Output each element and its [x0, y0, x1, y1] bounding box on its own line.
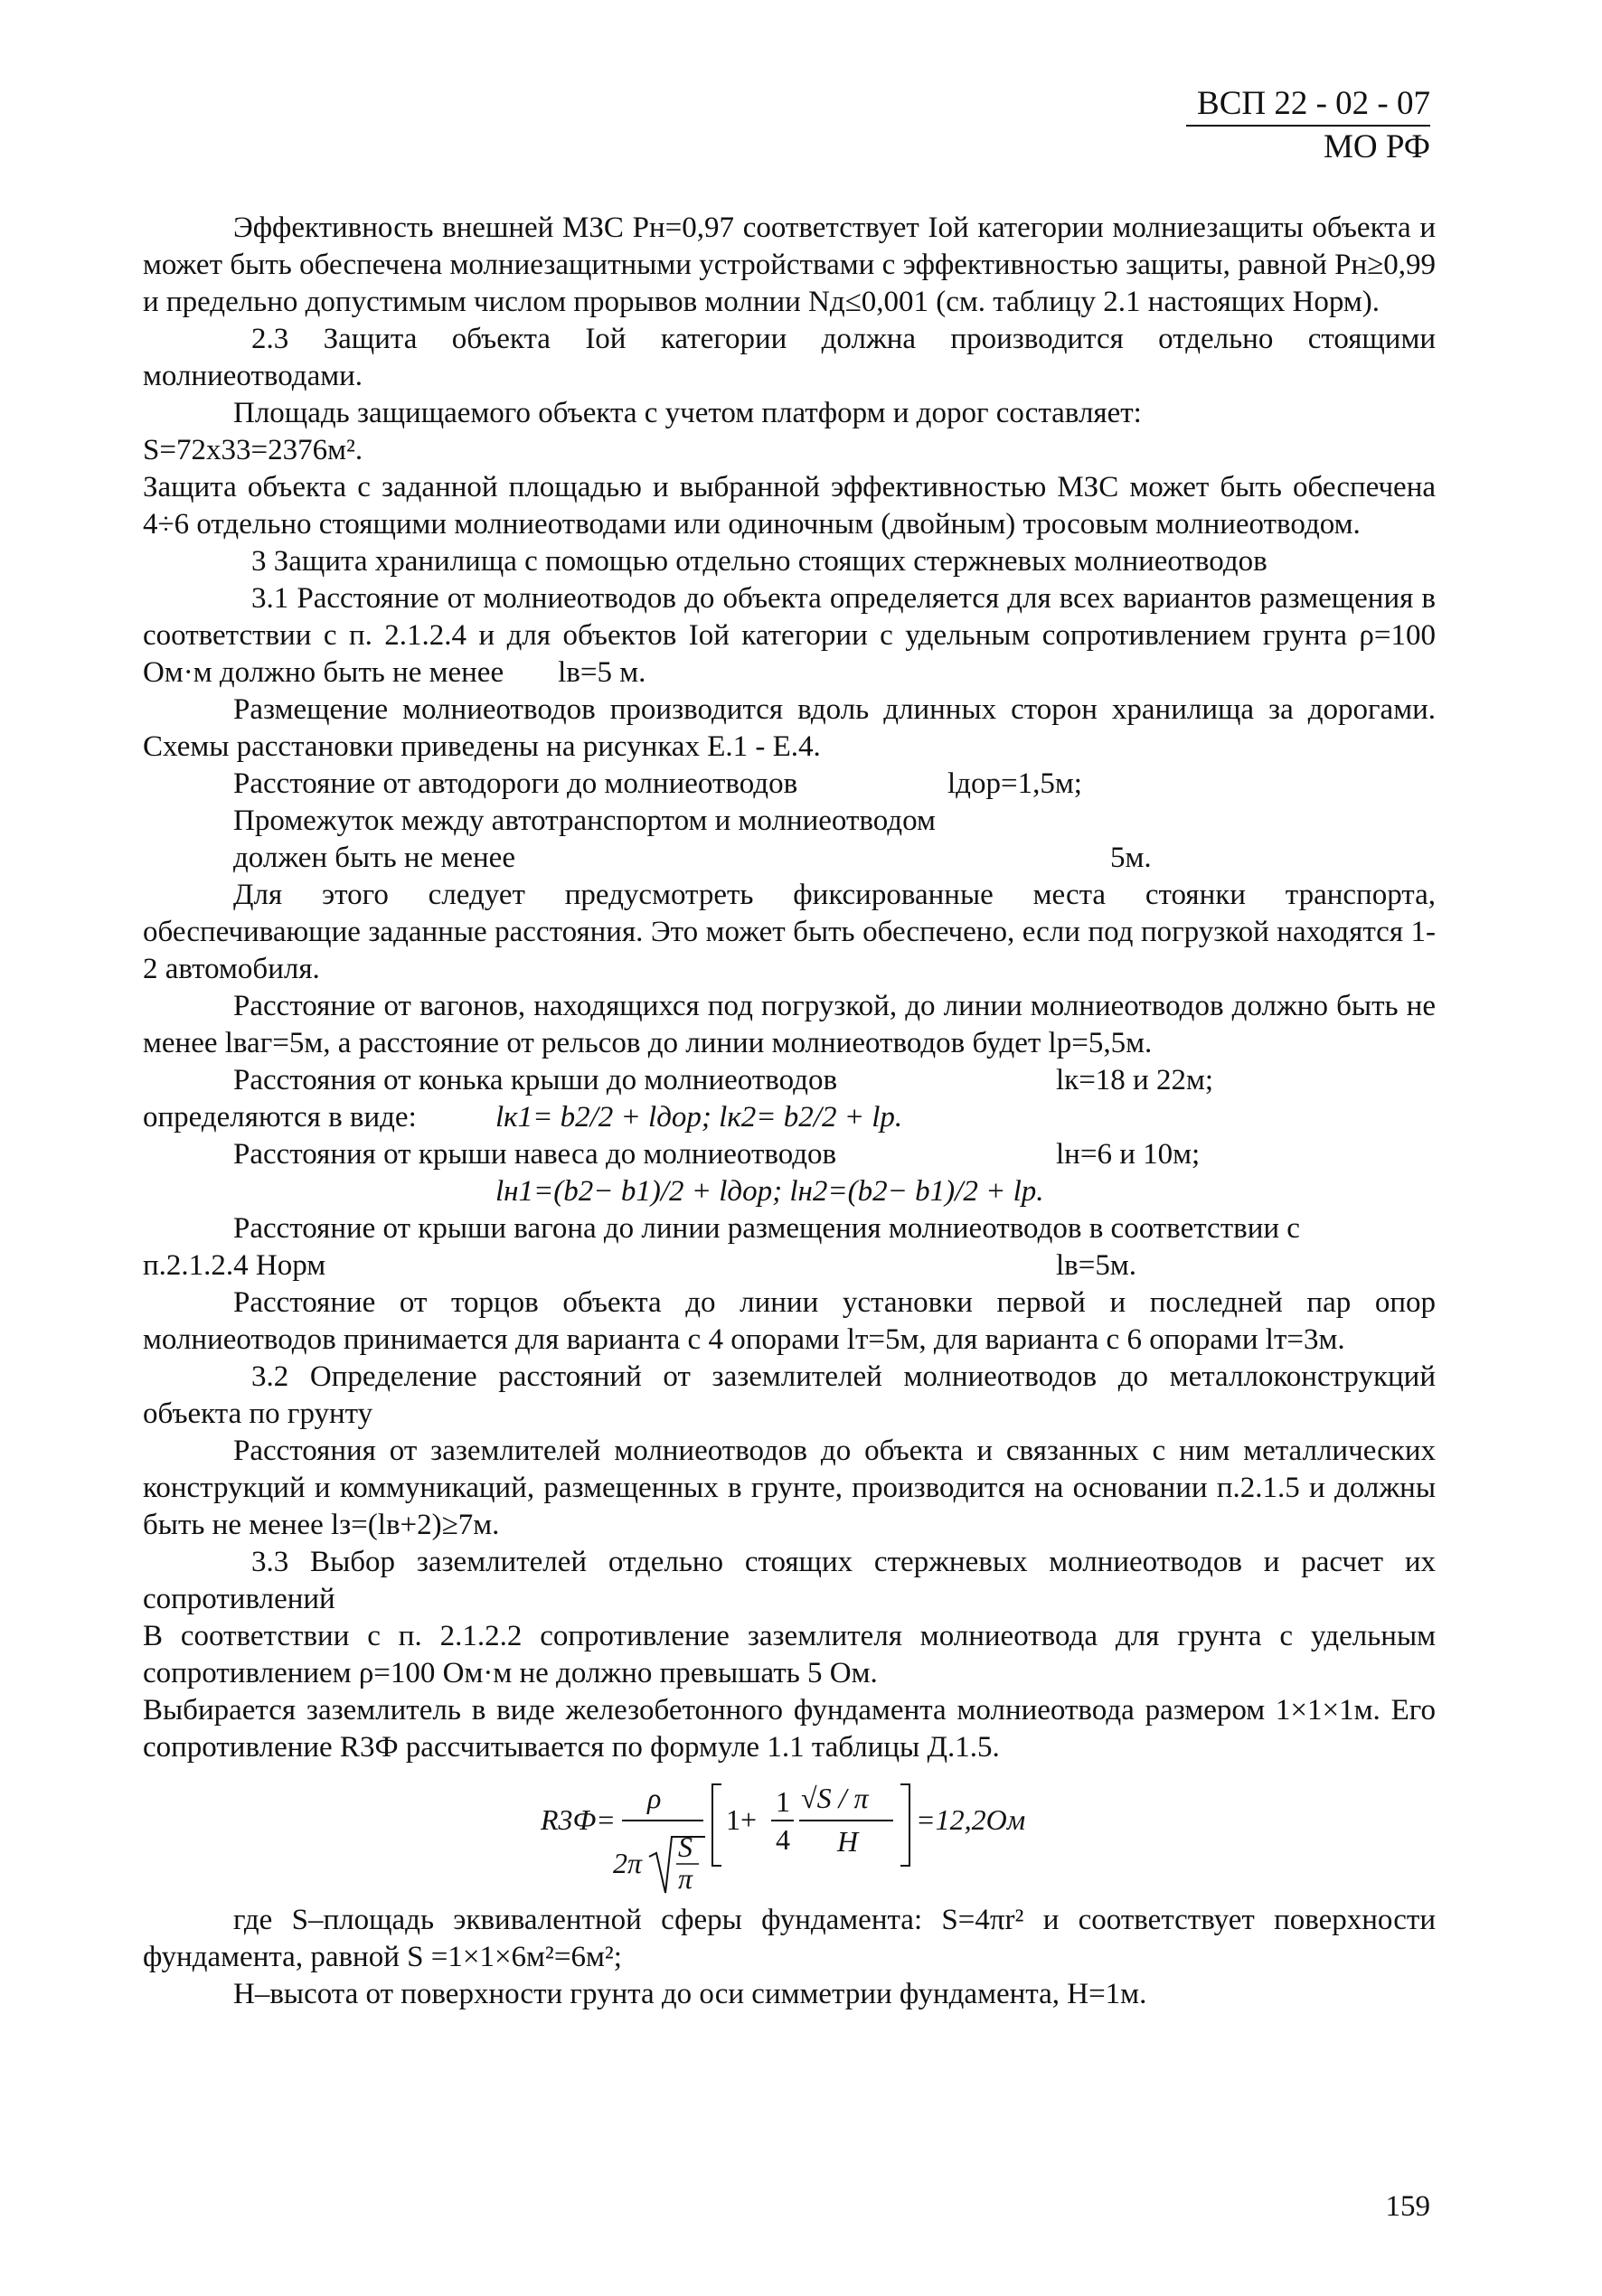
paragraph: H–высота от поверхности грунта до оси симметрии фундамента, H=1м. — [233, 1978, 1147, 2010]
paragraph: В соответствии с п. 2.1.2.2 сопротивление заземлителя молниеотвода для грунта с удельным сопротивлением ρ=100 Ом·м не должно превышать 5 Ом. — [143, 1620, 1436, 1689]
paragraph: Расстояние от крыши вагона до линии размещения молниеотводов в соответствии с — [233, 1212, 1300, 1245]
formula-one: 1+ — [726, 1803, 758, 1836]
paragraph: где S–площадь эквивалентной сферы фундамента: S=4πr² и соответствует поверхности фундамента, равной S =1×1×6м²=6м²; — [143, 1904, 1436, 1973]
paragraph: Расстояния от заземлителей молниеотводов до объекта и связанных с ним металлических конструкций и коммуникаций, размещенных в грунте, производится на основании п.2.1.5 и должны быть не менее lз=(lв+2)≥7м. — [143, 1435, 1436, 1541]
paragraph: Выбирается заземлитель в виде железобетонного фундамента молниеотвода размером 1×1×1м. Его сопротивление R3Ф рассчитывается по формуле 1.1 таблицы Д.1.5. — [143, 1694, 1436, 1764]
formula-den-h: H — [837, 1825, 859, 1858]
formula-rho: ρ — [647, 1782, 662, 1814]
row: Расстояния от конька крыши до молниеотводов lк=18 и 22м; — [233, 1064, 1214, 1096]
formula-result: =12,2Ом — [916, 1803, 1026, 1836]
page-number: 159 — [1385, 2190, 1430, 2223]
row: п.2.1.2.4 Норм lв=5м. — [143, 1249, 1136, 1282]
paragraph: Для этого следует предусмотреть фиксированные места стоянки транспорта, обеспечивающие заданные расстояния. Это может быть обеспечено, если под погрузкой находятся 1-2 автомобиля. — [143, 879, 1436, 985]
paragraph: Эффективность внешней МЗС Pн=0,97 соответствует Iой категории молниезащиты объекта и может быть обеспечена молниезащитными устройствами с эффективностью защиты, равной Pн≥0,99 и предельно допустимым числом прорывов молнии Nд≤0,001 (см. таблицу 2.1 настоящих Норм). — [143, 212, 1436, 318]
row: определяются в виде: lк1= b2/2 + lдор; lк2= b2/2 + lр. — [143, 1101, 903, 1134]
paragraph: Расстояние от торцов объекта до линии установки первой и последней пар опор молниеотводов принимается для варианта с 4 опорами lт=5м, для варианта с 6 опорами lт=3м. — [143, 1286, 1436, 1356]
formula-quarter-num: 1 — [776, 1785, 790, 1818]
row: Расстояние от автодороги до молниеотводов lдор=1,5м; — [233, 767, 1082, 800]
section-heading: 3.3 Выбор заземлителей отдельно стоящих стержневых молниеотводов и расчет их сопротивлений — [143, 1546, 1436, 1615]
row: Промежуток между автотранспортом и молниеотводом — [233, 805, 936, 837]
row: должен быть не менее 5м. — [233, 842, 1152, 874]
paragraph: Размещение молниеотводов производится вдоль длинных сторон хранилища за дорогами. Схемы расстановки приведены на рисунках Е.1 - Е.4. — [143, 693, 1436, 763]
formula-quarter-den: 4 — [776, 1823, 790, 1856]
row: lн1=(b2− b1)/2 + lдор; lн2=(b2− b1)/2 + lр. — [495, 1175, 1044, 1208]
formula-lhs: R3Ф= — [541, 1803, 616, 1836]
paragraph: Площадь защищаемого объекта с учетом платформ и дорог составляет: — [233, 397, 1142, 429]
paragraph: S=72x33=2376м². — [143, 434, 363, 466]
row: Расстояния от крыши навеса до молниеотводов lн=6 и 10м; — [233, 1138, 1201, 1171]
document-org: МО РФ — [1323, 128, 1430, 165]
formula-s: S — [678, 1830, 693, 1863]
section-heading: 3 Защита хранилища с помощью отдельно стоящих стержневых молниеотводов — [251, 545, 1267, 578]
document-body — [143, 210, 1436, 2013]
formula-den-pre: 2π — [613, 1847, 643, 1879]
paragraph — [143, 580, 1436, 692]
document-header — [1186, 83, 1430, 168]
formula-sqrt-num: √S / π — [801, 1782, 869, 1814]
paragraph: 2.3 Защита объекта Iой категории должна производится отдельно стоящими молниеотводами. — [143, 323, 1436, 392]
value: lв=5 м. — [558, 656, 646, 689]
paragraph-text: 3.1 Расстояние от молниеотводов до объекта определяется для всех вариантов размещения в соответствии с п. 2.1.2.4 и для объектов Iой категории с удельным сопротивлением грунта ρ=100 Ом·м должно быть не менее — [143, 582, 1436, 689]
document-code: ВСП 22 - 02 - 07 — [1186, 83, 1430, 127]
paragraph: Защита объекта с заданной площадью и выбранной эффективностью МЗС может быть обеспечена 4÷6 отдельно стоящими молниеотводами или одиночным (двойным) тросовым молниеотводом. — [143, 471, 1436, 541]
section-heading: 3.2 Определение расстояний от заземлителей молниеотводов до металлоконструкций объекта по грунту — [143, 1360, 1436, 1430]
formula-pi: π — [678, 1862, 693, 1895]
paragraph: Расстояние от вагонов, находящихся под погрузкой, до линии молниеотводов должно быть не менее lваг=5м, а расстояние от рельсов до линии молниеотводов будет lр=5,5м. — [143, 990, 1436, 1059]
formula-graphic — [143, 1766, 1436, 1902]
formula — [143, 1766, 1436, 1902]
